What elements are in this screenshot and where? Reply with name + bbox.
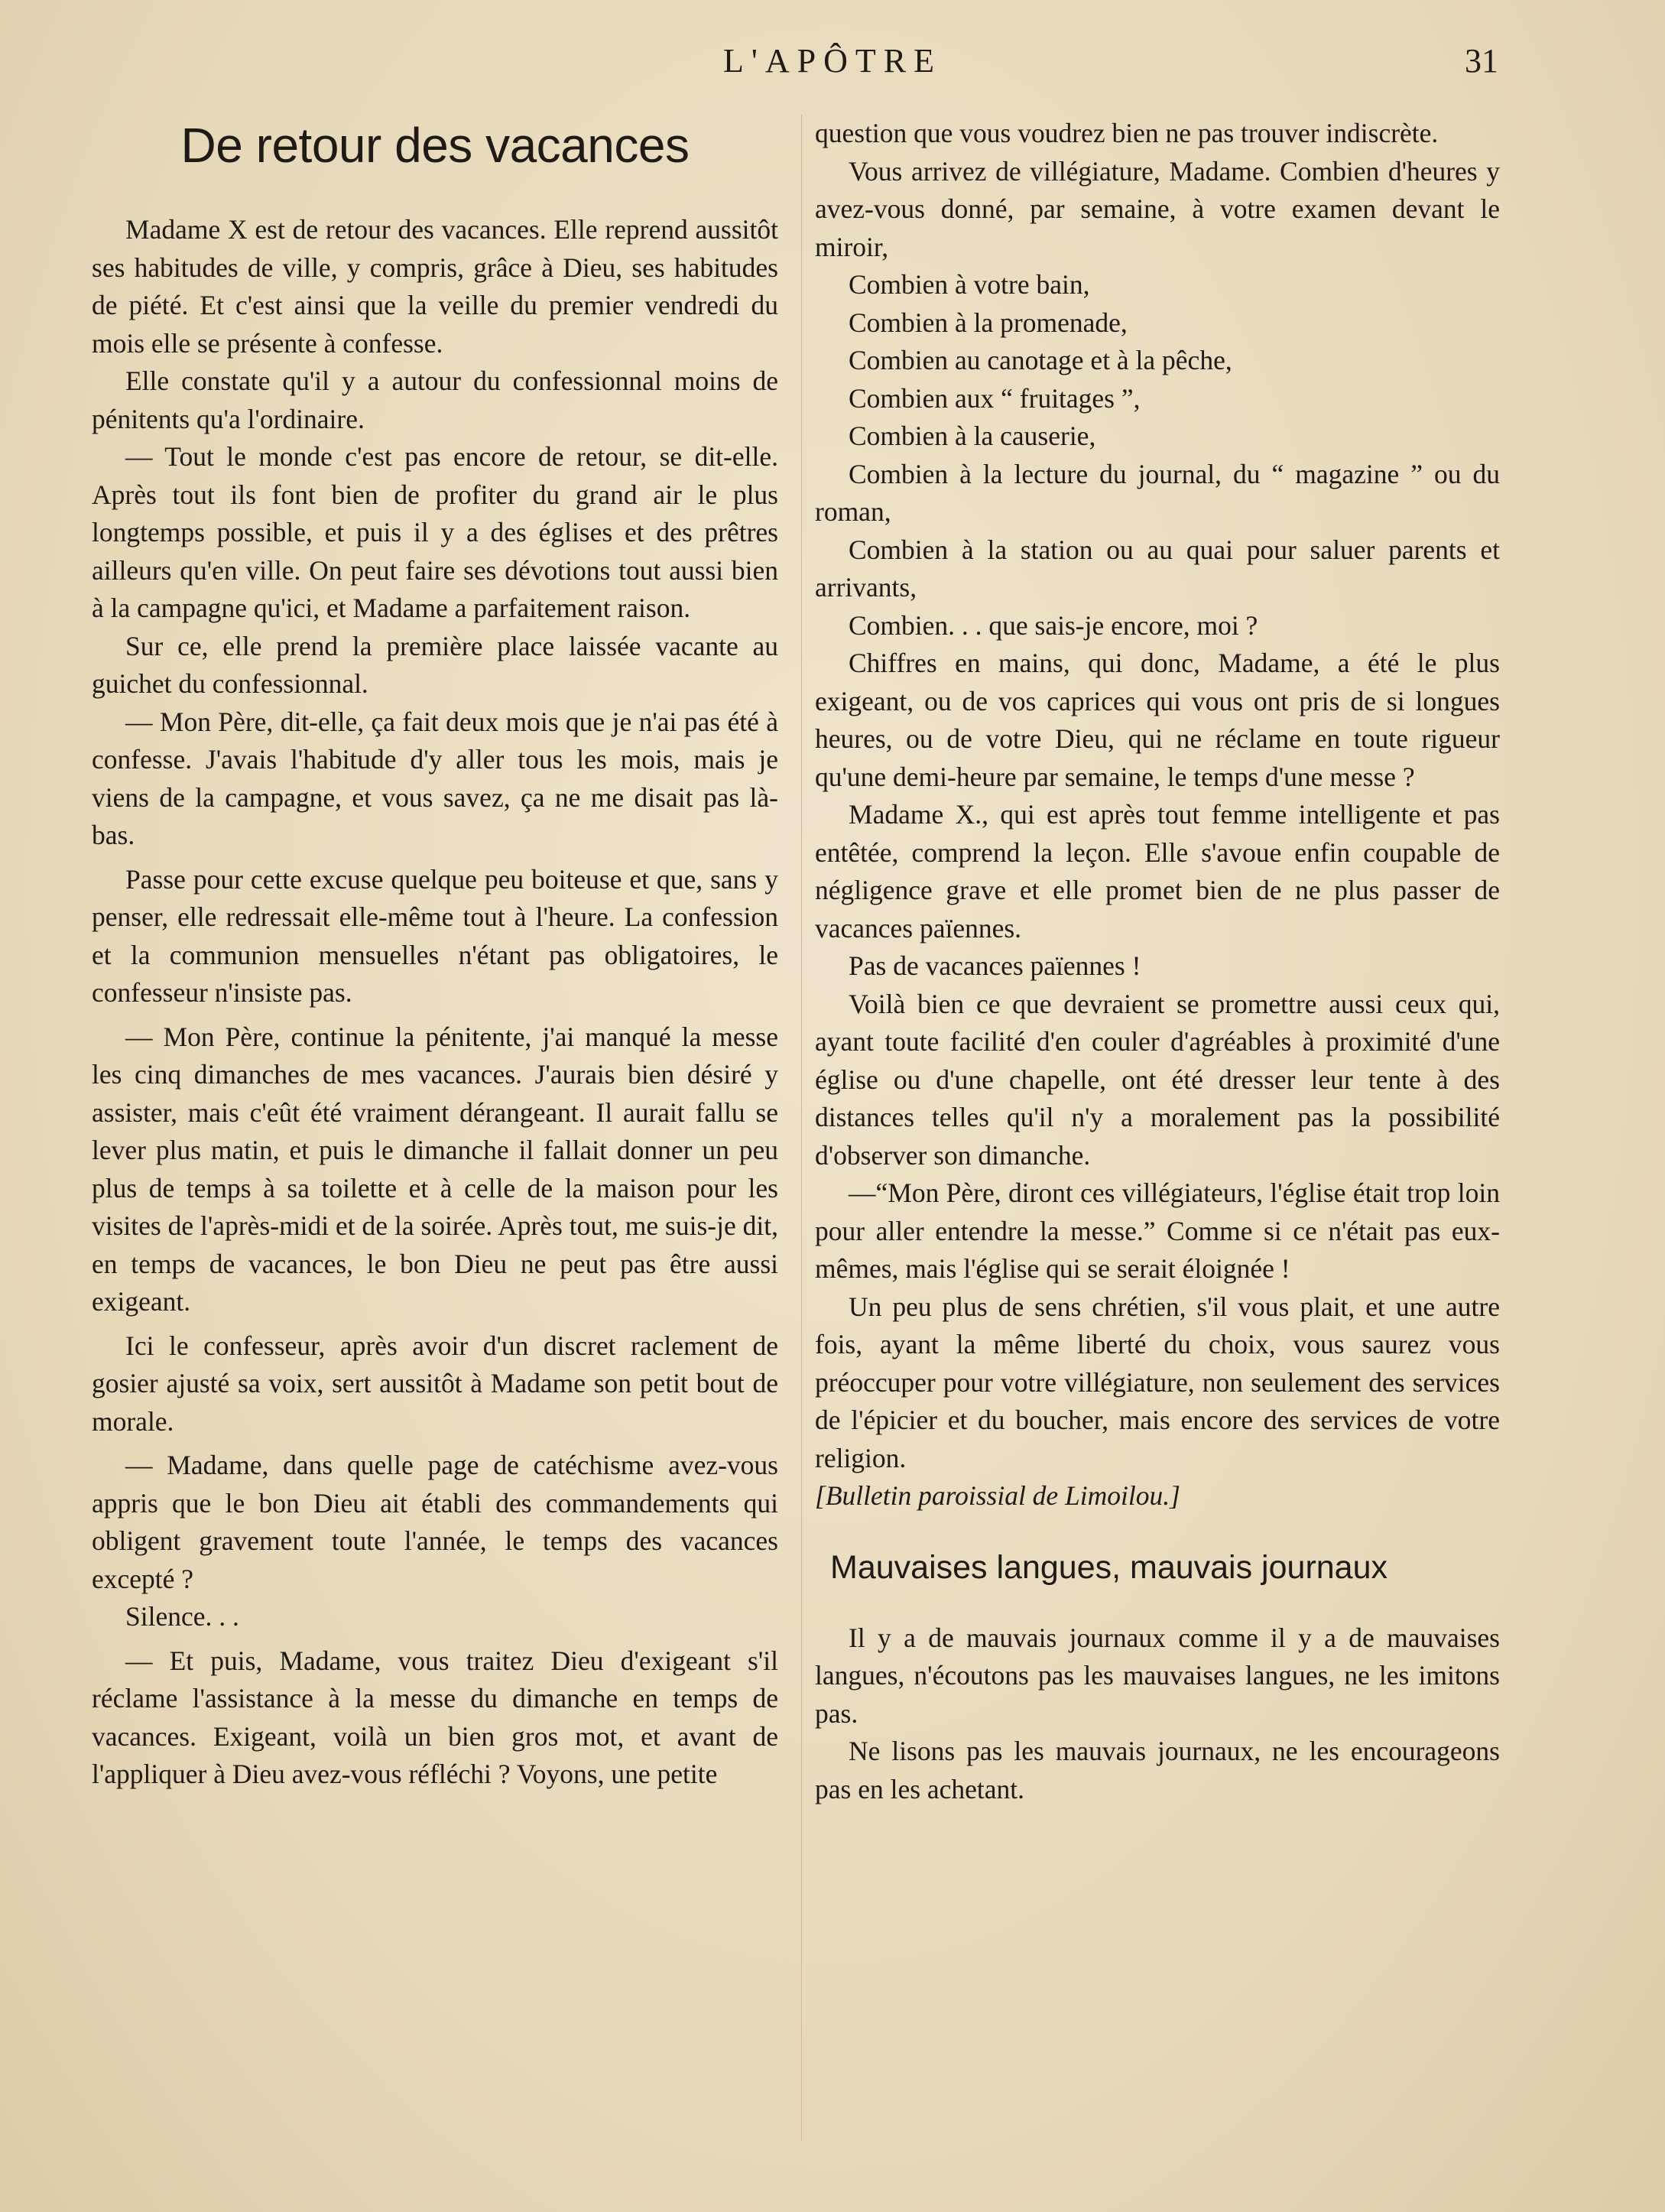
- list-item: Combien à la lecture du journal, du “ magazine ” ou du roman,: [815, 458, 1500, 527]
- paragraph: — Mon Père, dit-elle, ça fait deux mois que je n'ai pas été à confesse. J'avais l'habitude d'y aller tous les mois, mais je viens de la campagne, et vous savez, ça ne me disait pas là-bas.: [92, 706, 778, 850]
- list-item: Combien à la promenade,: [849, 307, 1128, 338]
- list-item: Combien. . . que sais-je encore, moi ?: [849, 609, 1258, 641]
- paragraph: Passe pour cette excuse quelque peu boiteuse et que, sans y penser, elle redressait elle-même tout à l'heure. La confession et la communion mensuelles n'étant pas obligatoires, le confesseur n'insiste pas.: [92, 863, 778, 1008]
- list-item: Combien aux “ fruitages ”,: [849, 382, 1141, 414]
- page-number: 31: [1465, 42, 1498, 80]
- paragraph: — Tout le monde c'est pas encore de retour, se dit-elle. Après tout ils font bien de profiter du grand air le plus longtemps possible, et puis il y a des églises et des prêtres ailleurs qu'en ville. On peut faire ses dévotions tout aussi bien à la campagne qu'ici, et Madame a parfaitement raison.: [92, 441, 778, 623]
- paragraph: Elle constate qu'il y a autour du confessionnal moins de pénitents qu'a l'ordinaire.: [92, 365, 778, 434]
- paragraph: —“Mon Père, diront ces villégiateurs, l'église était trop loin pour aller entendre la messe.” Comme si ce n'était pas eux-mêmes, mais l'église qui se serait éloignée !: [815, 1177, 1500, 1284]
- paragraph: Silence. . .: [125, 1601, 239, 1632]
- paragraph: — Madame, dans quelle page de catéchisme avez-vous appris que le bon Dieu ait établi des commandements qui obligent gravement toute l'année, le temps des vacances excepté ?: [92, 1450, 778, 1594]
- paragraph: Madame X est de retour des vacances. Elle reprend aussitôt ses habitudes de ville, y compris, grâce à Dieu, ses habitudes de piété. Et c'est ainsi que la veille du premier vendredi du mois elle se présente à confesse.: [92, 214, 778, 359]
- paragraph: question que vous voudrez bien ne pas trouver indiscrète.: [815, 118, 1439, 148]
- page-header: [0, 37, 1665, 83]
- source-citation: [Bulletin paroissial de Limoilou.]: [815, 1480, 1180, 1511]
- paragraph: — Mon Père, continue la pénitente, j'ai manqué la messe les cinq dimanches de mes vacances. J'aurais bien désiré y assister, mais c'eût été vraiment dérangeant. Il aurait fallu se lever plus matin, et puis le dimanche il fallait donner un peu plus de temps à sa toilette et à celle de la maison pour les visites de l'après-midi et de la soirée. Après tout, me suis-je dit, en temps de vacances, le bon Dieu ne peut pas être aussi exigeant.: [92, 1021, 778, 1317]
- column-divider: [801, 115, 802, 2141]
- paragraph: Il y a de mauvais journaux comme il y a de mauvaises langues, n'écoutons pas les mauvaises langues, ne les imitons pas.: [815, 1622, 1500, 1729]
- right-column: [815, 115, 1500, 1808]
- paragraph: Un peu plus de sens chrétien, s'il vous plait, et une autre fois, ayant la même liberté du choix, vous saurez vous préoccuper pour votre villégiature, non seulement des services de l'épicier et du boucher, mais encore des services de votre religion.: [815, 1291, 1500, 1473]
- paragraph: Madame X., qui est après tout femme intelligente et pas entêtée, comprend la leçon. Elle s'avoue enfin coupable de négligence grave et elle promet bien de ne plus passer de vacances païennes.: [815, 799, 1500, 944]
- list-item: Combien à la station ou au quai pour saluer parents et arrivants,: [815, 534, 1500, 603]
- left-column: [92, 115, 778, 1794]
- paragraph: Sur ce, elle prend la première place laissée vacante au guichet du confessionnal.: [92, 630, 778, 699]
- section-title: Mauvaises langues, mauvais journaux: [830, 1548, 1388, 1586]
- paragraph: Ici le confesseur, après avoir d'un discret raclement de gosier ajusté sa voix, sert aussitôt à Madame son petit bout de morale.: [92, 1330, 778, 1437]
- list-item: Combien à la causerie,: [849, 421, 1096, 451]
- paragraph: — Et puis, Madame, vous traitez Dieu d'exigeant s'il réclame l'assistance à la messe du dimanche en temps de vacances. Exigeant, voilà un bien gros mot, et avant de l'appliquer à Dieu avez-vous réfléchi ? Voyons, une petite: [92, 1645, 778, 1789]
- paragraph: Vous arrivez de villégiature, Madame. Combien d'heures y avez-vous donné, par semaine, à votre examen devant le miroir,: [815, 155, 1500, 262]
- running-title: L'APÔTRE: [723, 42, 942, 80]
- list-item: Combien au canotage et à la pêche,: [849, 345, 1232, 375]
- paragraph: Pas de vacances païennes !: [849, 950, 1141, 981]
- article-title: De retour des vacances: [180, 118, 690, 173]
- paragraph: Ne lisons pas les mauvais journaux, ne les encourageons pas en les achetant.: [815, 1736, 1500, 1804]
- paragraph: Voilà bien ce que devraient se promettre aussi ceux qui, ayant toute facilité d'en couler d'agréables à proximité d'une église ou d'une chapelle, ont été dresser leur tente à des distances telles qu'il n'y a moralement pas la possibilité d'observer son dimanche.: [815, 988, 1500, 1171]
- paragraph: Chiffres en mains, qui donc, Madame, a été le plus exigeant, ou de vos caprices qui vous ont pris de si longues heures, ou de votre Dieu, qui ne réclame en toute rigueur qu'une demi-heure par semaine, le temps d'une messe ?: [815, 648, 1500, 792]
- list-item: Combien à votre bain,: [849, 269, 1090, 300]
